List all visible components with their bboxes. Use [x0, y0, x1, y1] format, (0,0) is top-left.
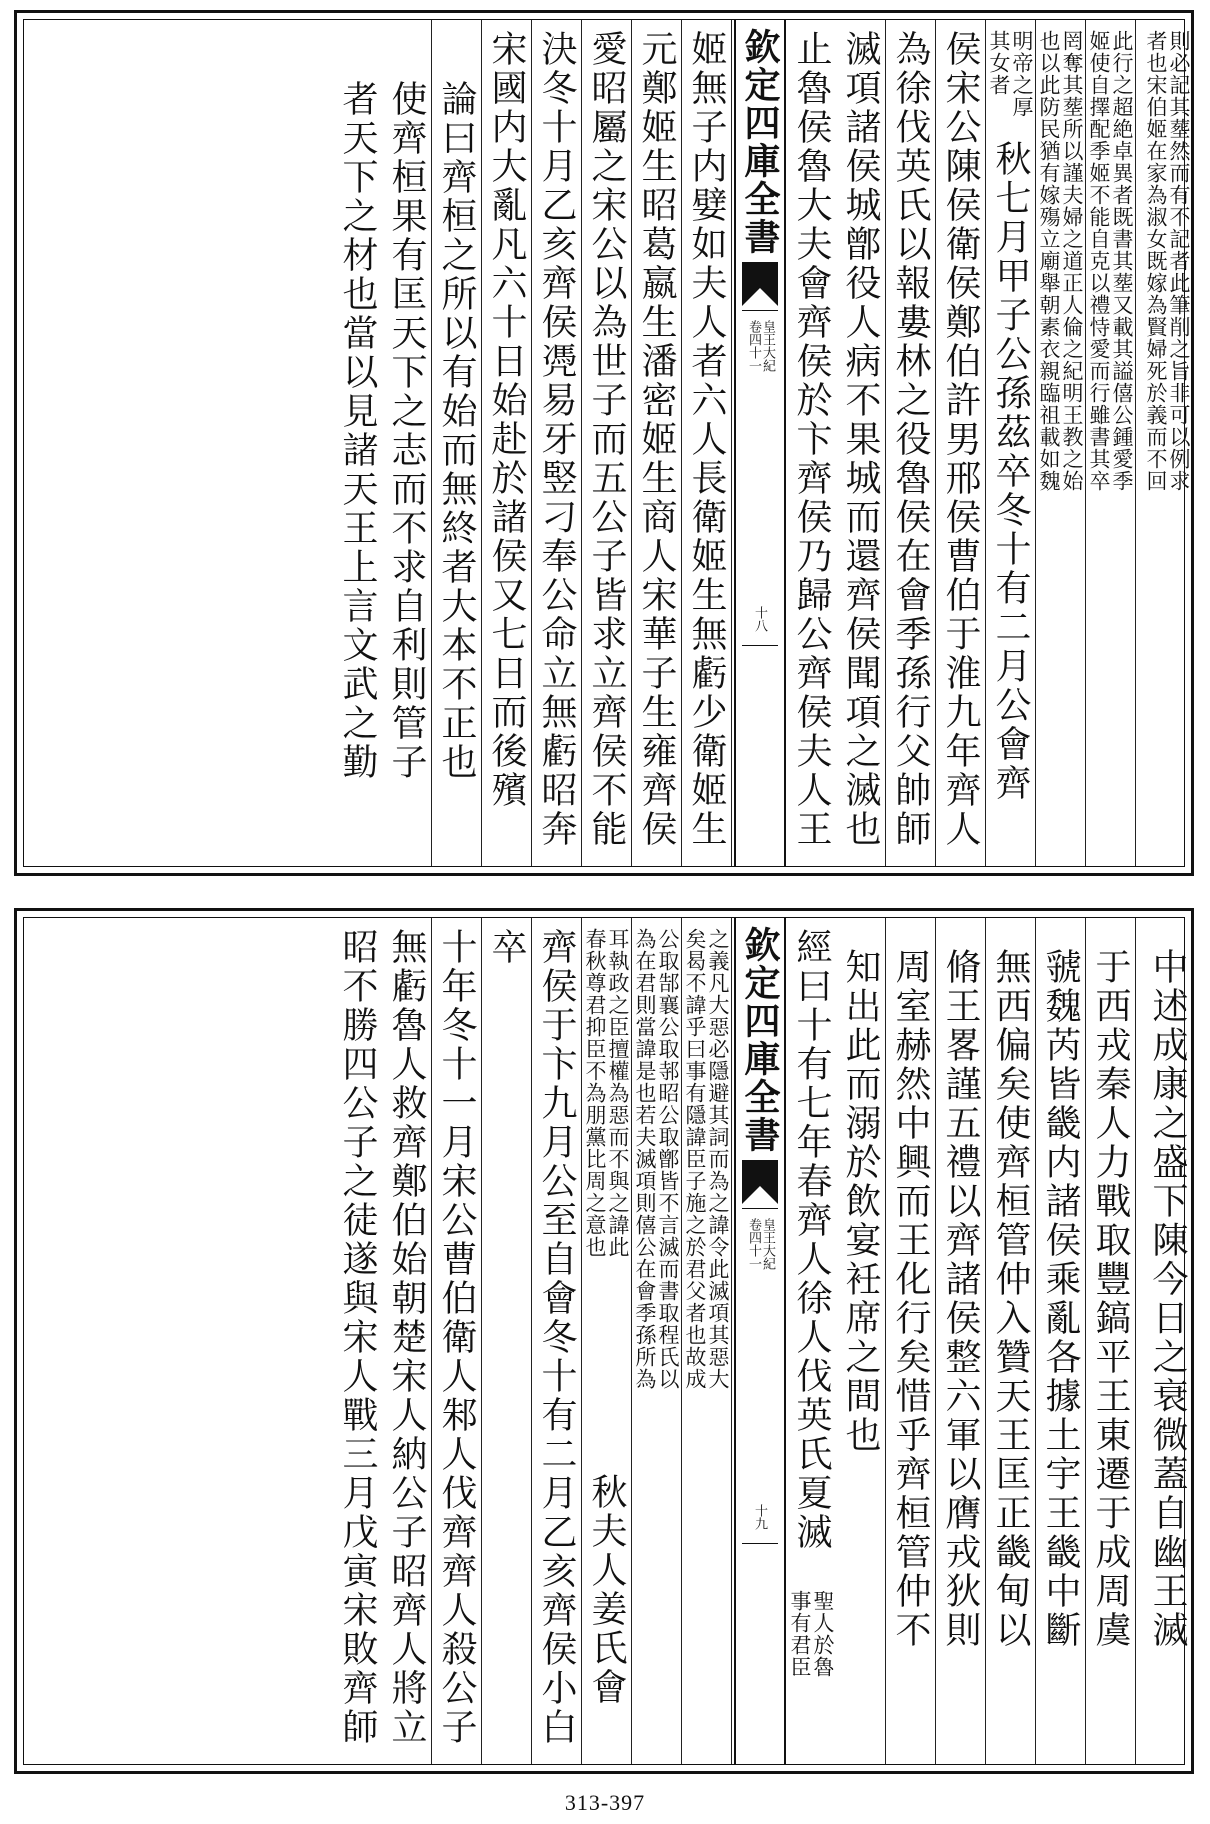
text-column — [1036, 918, 1086, 1764]
main-text: 于西戎秦人力戰取豐鎬平王東遷于成周虞 — [1090, 948, 1131, 1650]
main-text: 知出此而溺於飲宴衽席之間也 — [840, 948, 881, 1455]
text-column — [582, 20, 632, 866]
main-text: 論曰齊桓之所以有始而無終者大本不正也 — [436, 80, 477, 782]
main-text: 周室赫然中興而王化行矣惜乎齊桓管仲不 — [890, 948, 931, 1650]
text-column — [936, 20, 986, 866]
annotation-line: 為在君則當諱是也若夫滅項則僖公在會季孫所為 — [633, 928, 657, 1390]
lower-page-frame — [23, 917, 1188, 1765]
annotation-group — [1138, 30, 1190, 862]
annotation-group — [684, 928, 729, 1760]
center-gutter — [734, 918, 786, 1764]
main-text: 姬無子内嬖如夫人者六人長衛姬生無虧少衛姬生 — [686, 30, 727, 849]
annotation-line: 者也宋伯姬在家為淑女既嫁為賢婦死於義而不回 — [1144, 30, 1168, 492]
text-column — [836, 20, 886, 866]
main-text: 秋夫人姜氏會 — [586, 1473, 627, 1707]
text-column — [332, 918, 382, 1764]
main-text: 者天下之材也當以見諸天王上言文武之勤 — [337, 80, 378, 782]
text-column — [632, 918, 682, 1764]
text-column — [482, 918, 532, 1764]
main-text: 愛昭屬之宋公以為世子而五公子皆求立齊侯不能 — [586, 30, 627, 849]
annotation-line: 矣曷不諱乎曰事有隱諱臣子施之於君父者也故成 — [683, 928, 707, 1390]
annotation-line: 聖人於魯 — [811, 1590, 835, 1678]
annotation-group — [988, 30, 1033, 150]
text-column — [786, 20, 836, 866]
main-text: 無虧魯人救齊鄭伯始朝楚宋人納公子昭齊人將立 — [386, 928, 427, 1747]
main-text: 十年冬十一月宋公曹伯衛人邾人伐齊齊人殺公子 — [436, 928, 477, 1747]
main-text: 經曰十有七年春齊人徐人伐英氏夏滅 — [791, 928, 832, 1552]
main-text: 卒 — [486, 928, 527, 967]
annotation-line: 此行之超絶卓異者既書其塟又載其謚僖公鍾愛季 — [1110, 30, 1134, 492]
gutter-book-title: 皇王大紀 — [760, 1218, 775, 1270]
text-column — [1136, 20, 1192, 866]
main-text: 虢魏芮皆畿内諸侯乘亂各據土宇王畿中斷 — [1040, 948, 1081, 1650]
annotation-group — [788, 1590, 834, 1760]
text-column — [1086, 20, 1136, 866]
text-column — [682, 918, 732, 1764]
gutter-rule — [742, 310, 778, 311]
text-column — [432, 20, 482, 866]
gutter-page-number: 十八 — [752, 606, 767, 632]
upper-page — [14, 10, 1194, 876]
main-text: 齊侯于卞九月公至自會冬十有二月乙亥齊侯小白 — [536, 928, 577, 1747]
gutter-book-title: 皇王大紀 — [760, 320, 775, 372]
text-column — [1086, 918, 1136, 1764]
annotation-line: 其女者 — [987, 30, 1011, 96]
annotation-group — [584, 928, 629, 1468]
main-text: 無西偏矣使齊桓管仲入贊天王匡正畿甸以 — [990, 948, 1031, 1650]
text-column — [786, 918, 836, 1764]
annotation-line: 耳執政之臣擅權為惡而不與之諱此 — [606, 928, 630, 1258]
main-text: 決冬十月乙亥齊侯凴易牙竪刁奉公命立無虧昭奔 — [536, 30, 577, 849]
text-column — [1136, 918, 1192, 1764]
annotation-line: 則必記其塟然而有不記者此筆削之旨非可以例求 — [1167, 30, 1191, 492]
lower-page — [14, 908, 1194, 1774]
gutter-page-number: 十九 — [752, 1504, 767, 1530]
center-gutter — [734, 20, 786, 866]
gutter-volume: 卷四十一 — [746, 1218, 761, 1270]
annotation-line: 姬使自擇配季姬不能自克以禮恃愛而行雖書其卒 — [1087, 30, 1111, 492]
main-text: 為徐伐英氏以報婁林之役魯侯在會季孫行父帥師 — [890, 30, 931, 849]
annotation-line: 也以此防民猶有嫁殤立廟舉朝素衣親臨祖載如魏 — [1037, 30, 1061, 492]
annotation-line: 明帝之厚 — [1010, 30, 1034, 118]
annotation-group — [1088, 30, 1133, 862]
annotation-line: 之義凡大惡必隱避其詞而為之諱令此滅項其惡大 — [706, 928, 730, 1390]
gutter-title: 欽定四庫全書 — [739, 926, 781, 1154]
main-text: 脩王畧謹五禮以齊諸侯整六軍以膺戎狄則 — [940, 948, 981, 1650]
main-text: 使齊桓果有匡天下之志而不求自利則管子 — [386, 80, 427, 782]
text-column — [886, 20, 936, 866]
annotation-line: 罔奪其塟所以謹夫婦之道正人倫之紀明王教之始 — [1060, 30, 1084, 492]
main-text: 昭不勝四公子之徒遂與宋人戰三月戊寅宋敗齊師 — [337, 928, 378, 1747]
main-text: 中述成康之盛下陳今日之衰微蓋自幽王滅 — [1147, 948, 1188, 1650]
gutter-title: 欽定四庫全書 — [739, 28, 781, 256]
main-text: 滅項諸侯城鄫役人病不果城而還齊侯聞項之滅也 — [840, 30, 881, 849]
fish-tail-mark-icon — [742, 262, 778, 306]
text-column — [432, 918, 482, 1764]
annotation-line: 春秋尊君抑臣不為朋黨比周之意也 — [583, 928, 607, 1258]
main-text: 秋七月甲子公孫茲卒冬十有二月公會齊 — [990, 140, 1031, 803]
text-column — [532, 20, 582, 866]
annotation-line: 事有君臣 — [788, 1590, 812, 1678]
text-column — [482, 20, 532, 866]
text-column — [382, 918, 432, 1764]
gutter-rule — [742, 1208, 778, 1209]
text-column — [382, 20, 432, 866]
fish-tail-mark-icon — [742, 1160, 778, 1204]
text-column — [582, 918, 632, 1764]
main-text: 止魯侯魯大夫會齊侯於卞齊侯乃歸公齊侯夫人王 — [791, 30, 832, 849]
gutter-volume: 卷四十一 — [746, 320, 761, 372]
text-column — [682, 20, 732, 866]
annotation-group — [1038, 30, 1083, 862]
text-column — [936, 918, 986, 1764]
annotation-line: 公取郜襄公取邿昭公取鄫皆不言滅而書取程氏以 — [656, 928, 680, 1390]
gutter-rule — [742, 645, 778, 646]
text-column — [1036, 20, 1086, 866]
main-text: 侯宋公陳侯衛侯鄭伯許男邢侯曹伯于淮九年齊人 — [940, 30, 981, 849]
gutter-rule — [742, 1543, 778, 1544]
page-footer-number: 313-397 — [564, 1790, 646, 1815]
text-column — [986, 918, 1036, 1764]
upper-page-frame — [23, 19, 1191, 867]
text-column — [986, 20, 1036, 866]
text-column — [886, 918, 936, 1764]
main-text: 宋國内大亂凡六十日始赴於諸侯又七日而後殯 — [486, 30, 527, 810]
main-text: 元鄭姬生昭葛嬴生潘密姬生商人宋華子生雍齊侯 — [636, 30, 677, 849]
annotation-group — [634, 928, 679, 1760]
text-column — [632, 20, 682, 866]
text-column — [836, 918, 886, 1764]
text-column — [532, 918, 582, 1764]
text-column — [332, 20, 382, 866]
